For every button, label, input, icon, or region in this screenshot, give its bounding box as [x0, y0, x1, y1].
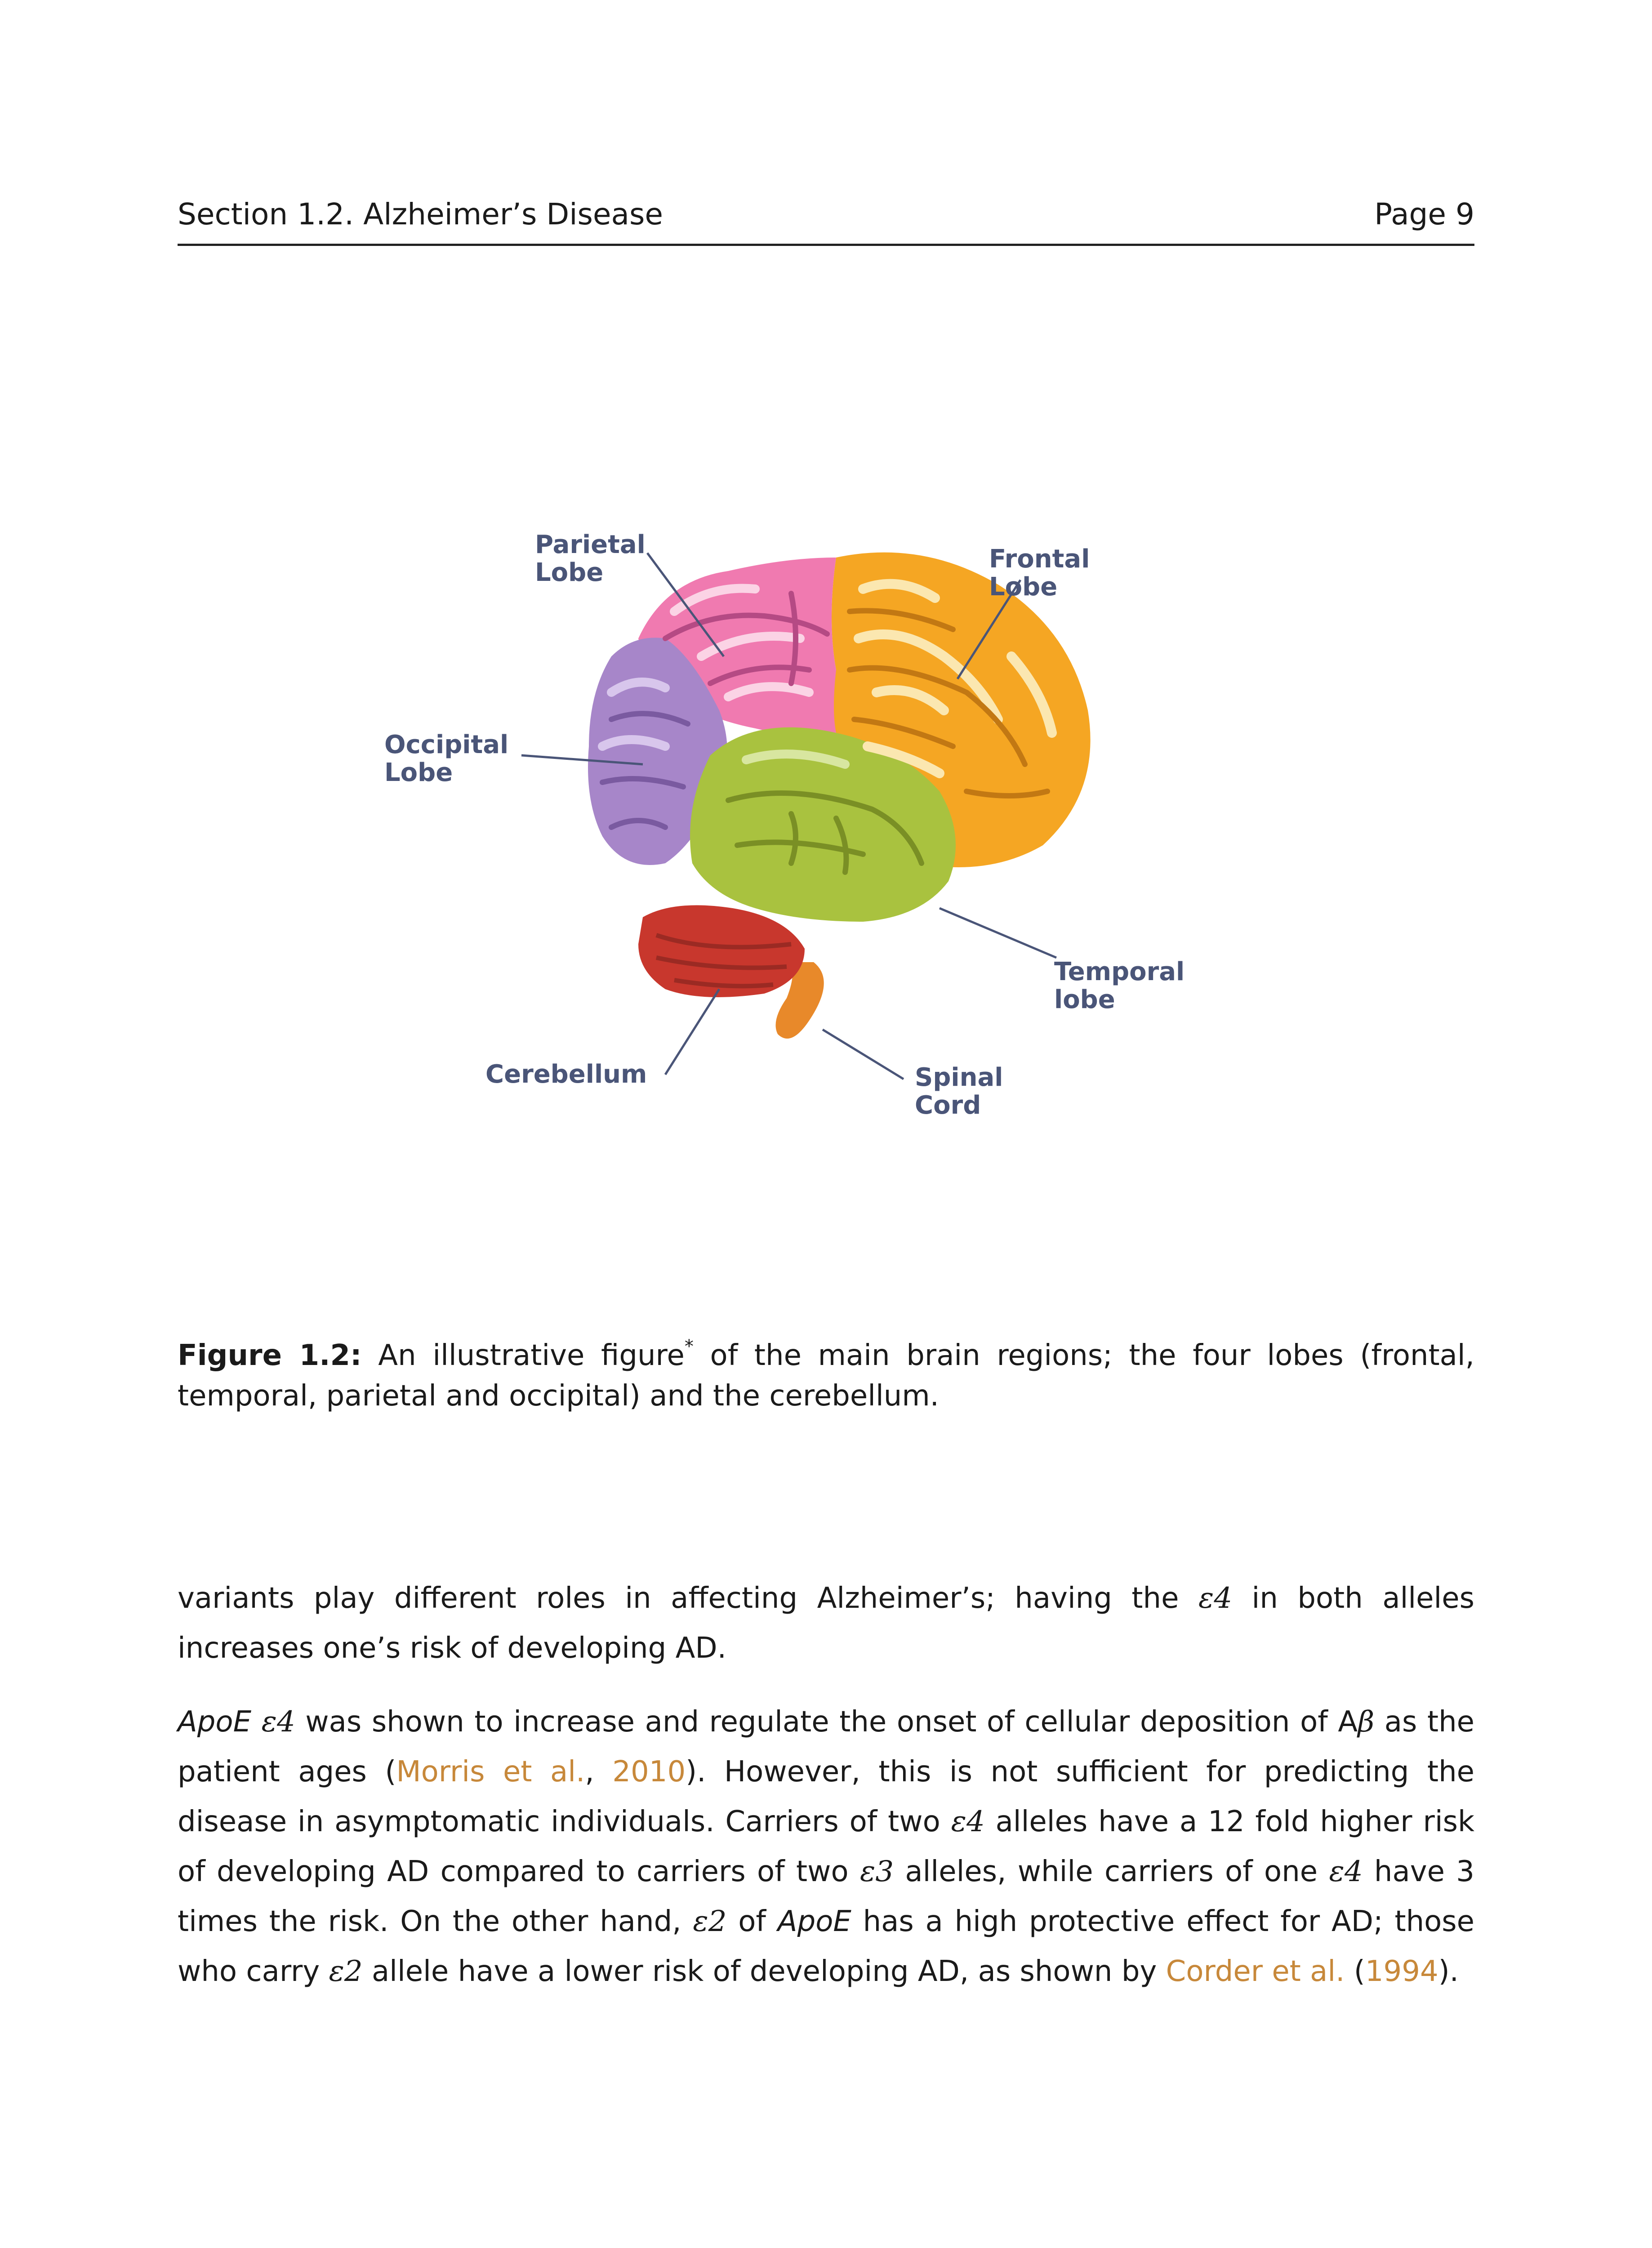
header-page-number: Page 9 — [1374, 197, 1474, 232]
citation-morris[interactable]: Morris et al. — [396, 1755, 585, 1789]
caption-text-b: of the main brain regions; the four lobes (frontal, temporal, parietal and occipital) and the cerebellum. — [178, 1339, 1475, 1413]
label-temporal-1: Temporal — [1054, 957, 1185, 986]
p2-epsilon-1: ε4 — [261, 1705, 295, 1739]
label-parietal-2: Lobe — [535, 558, 604, 587]
p2-text-b: as the patient ages ( — [178, 1705, 1475, 1789]
paragraph-1 — [178, 1574, 1474, 1673]
brain-illustration — [360, 522, 1259, 1151]
paragraph-2 — [178, 1697, 1474, 1997]
label-occipital-1: Occipital — [384, 730, 509, 759]
label-temporal-2: lobe — [1054, 985, 1115, 1014]
p2-text-j: ( — [1345, 1955, 1365, 1988]
caption-footnote-mark: * — [684, 1336, 694, 1357]
p2-epsilon-4: ε4 — [1329, 1855, 1363, 1888]
p2-text-d: alleles have a 12 fold higher risk of developing AD compared to carriers of two — [178, 1805, 1474, 1888]
p1-text-b: in both alleles increases one’s risk of developing AD. — [178, 1582, 1475, 1665]
label-spinal-2: Cord — [915, 1091, 981, 1120]
caption-label: Figure 1.2: — [178, 1339, 362, 1372]
p2-text-g: of — [726, 1905, 778, 1938]
header-section-title: Section 1.2. Alzheimer’s Disease — [178, 197, 663, 232]
p2-epsilon-6: ε2 — [329, 1955, 363, 1988]
p2-epsilon-3: ε3 — [860, 1855, 894, 1888]
label-cerebellum: Cerebellum — [485, 1060, 647, 1089]
citation-corder[interactable]: Corder et al. — [1166, 1955, 1345, 1988]
p2-epsilon-2: ε4 — [951, 1805, 985, 1838]
caption-text-a: An illustrative figure — [361, 1339, 685, 1372]
p2-text-e: alleles, while carriers of one — [894, 1855, 1329, 1888]
label-parietal-1: Parietal — [535, 530, 646, 559]
p2-apoe-2: ApoE — [777, 1905, 851, 1938]
citation-morris-year[interactable]: 2010 — [612, 1755, 686, 1789]
figure-caption — [178, 1326, 1474, 1416]
label-frontal-1: Frontal — [989, 544, 1090, 574]
p2-text-a: was shown to increase and regulate the onset of cellular deposition of A — [295, 1705, 1358, 1739]
p2-comma: , — [585, 1755, 613, 1789]
p2-beta: β — [1358, 1705, 1375, 1739]
p2-text-f: have 3 times the risk. On the other hand, — [178, 1855, 1475, 1938]
p2-text-c: ). However, this is not sufficient for predicting the disease in asymptomatic individuals. Carriers of two — [178, 1755, 1475, 1838]
label-spinal-1: Spinal — [915, 1063, 1003, 1092]
p1-text-a: variants play different roles in affecting Alzheimer’s; having the — [178, 1582, 1198, 1615]
citation-corder-year[interactable]: 1994 — [1365, 1955, 1438, 1988]
p2-text-h: has a high protective effect for AD; those who carry — [178, 1905, 1475, 1988]
label-frontal-2: Lobe — [989, 572, 1058, 602]
p2-text-k: ). — [1438, 1955, 1459, 1988]
running-header — [178, 194, 1474, 246]
label-occipital-2: Lobe — [384, 758, 453, 787]
brain-figure — [360, 522, 1259, 1151]
p2-apoe: ApoE — [178, 1705, 251, 1739]
p1-epsilon: ε4 — [1198, 1582, 1233, 1615]
p2-text-i: allele have a lower risk of developing AD, as shown by — [362, 1955, 1166, 1988]
p2-epsilon-5: ε2 — [693, 1905, 727, 1938]
